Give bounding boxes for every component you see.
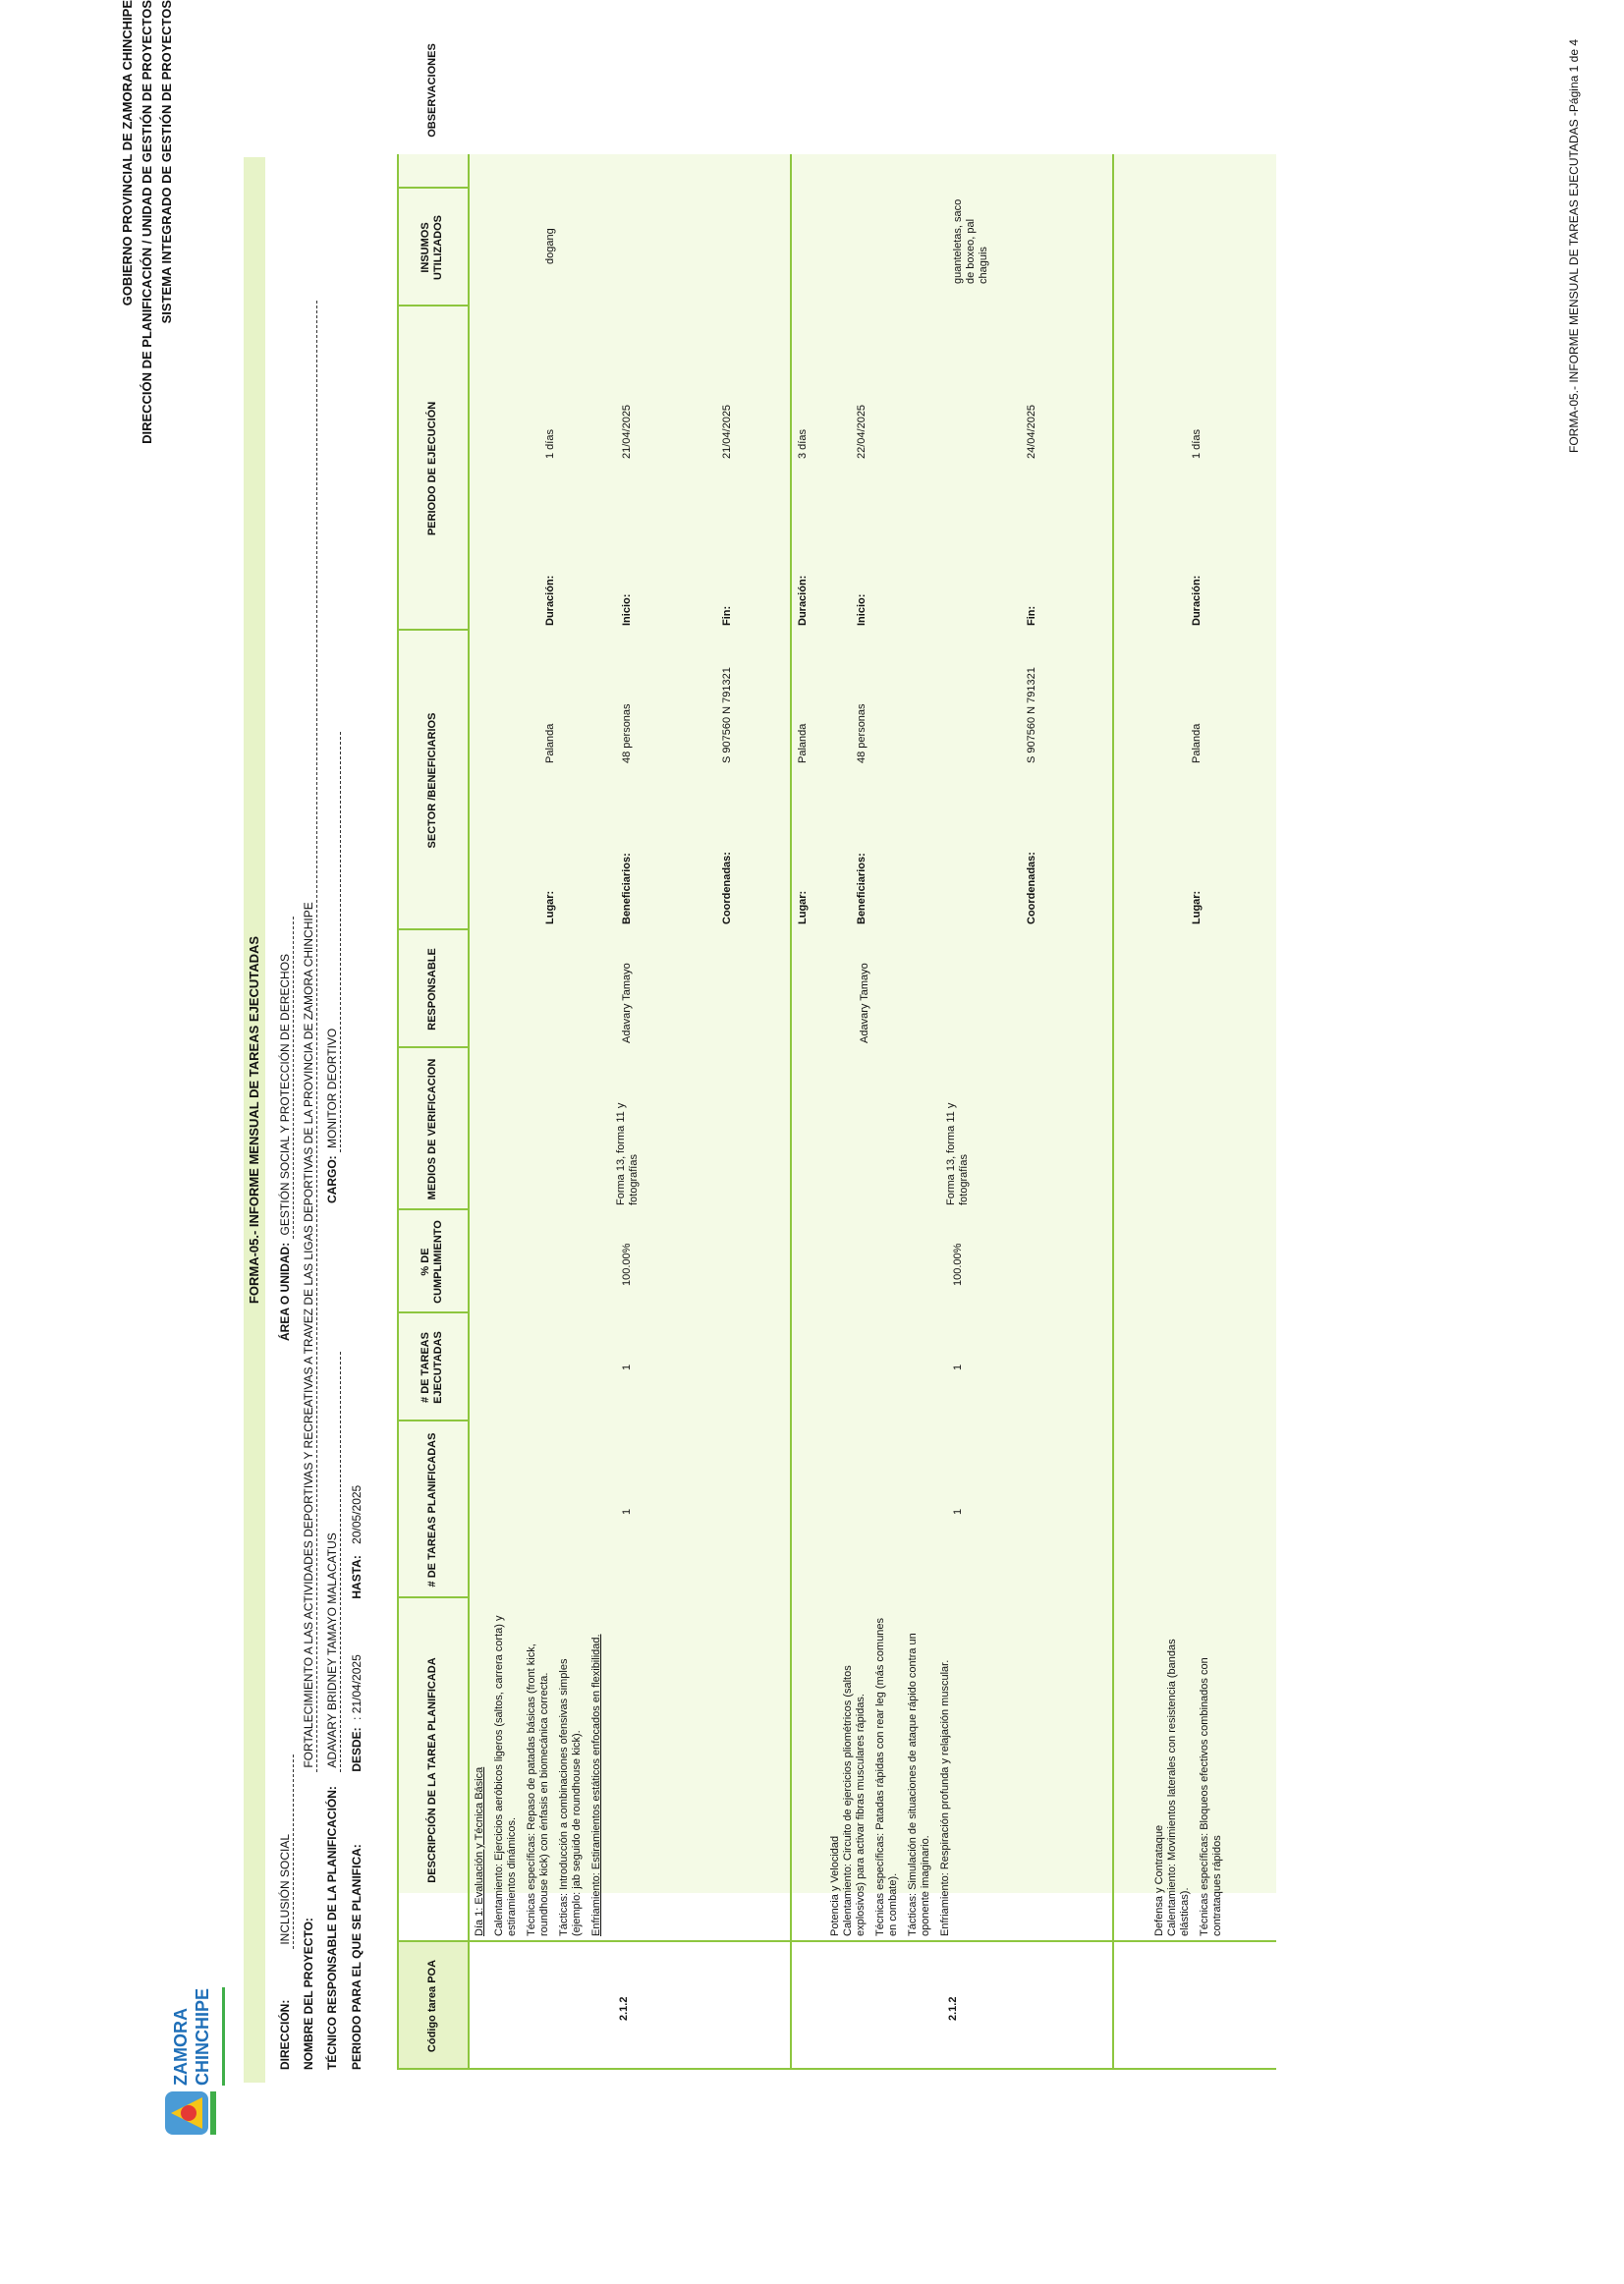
row2-lugar: Palanda xyxy=(797,723,809,763)
cargo-label: CARGO: xyxy=(325,1155,339,1203)
page-footer: FORMA-05.- INFORME MENSUAL DE TAREAS EJECUTADAS -Página 1 de 4 xyxy=(1567,39,1581,453)
cargo-field xyxy=(325,732,341,1203)
title-band xyxy=(244,157,265,2083)
header-line-3-text: SISTEMA INTEGRADO DE GESTIÓN DE PROYECTOS xyxy=(159,0,174,324)
tecnico-label: TÉCNICO RESPONSABLE DE LA PLANIFICACIÓN: xyxy=(325,1786,339,2070)
grid-line xyxy=(790,154,792,2070)
area-field xyxy=(278,917,294,1341)
logo xyxy=(157,1979,236,2137)
logo-text-2: CHINCHIPE xyxy=(193,1987,212,2086)
row1-executed: 1 xyxy=(621,1364,633,1370)
row2-desc-tactics: Tácticas: Simulación de situaciones de ataque rápido contra un oponente imaginario. xyxy=(907,1633,931,1936)
row1-duracion-label: Duración: xyxy=(544,575,556,626)
row2-desc-technique: Técnicas específicas: Patadas rápidas con rear leg (más comunes en combate). xyxy=(874,1617,899,1936)
row1-beneficiarios: 48 personas xyxy=(621,703,633,763)
row1-coordenadas-label: Coordenadas: xyxy=(721,852,733,924)
periodo-field xyxy=(350,1485,364,2070)
row1-inicio: 21/04/2025 xyxy=(621,404,633,459)
row2-coordenadas: S 907560 N 791321 xyxy=(1026,667,1037,763)
tasks-table xyxy=(397,43,1276,2070)
row1-duracion: 1 días xyxy=(544,429,556,459)
row1-beneficiarios-label: Beneficiarios: xyxy=(621,853,633,924)
row2-beneficiarios: 48 personas xyxy=(856,703,868,763)
row1-lugar: Palanda xyxy=(544,723,556,763)
grid-line xyxy=(397,154,399,2070)
row2-fin: 24/04/2025 xyxy=(1026,404,1037,459)
row1-desc-technique: Técnicas específicas: Repaso de patadas básicas (front kick, roundhouse kick) con énfasis en biomecánica correcta. xyxy=(526,1643,550,1936)
row2-inicio-label: Inicio: xyxy=(856,593,868,626)
direccion-field xyxy=(278,1755,294,2070)
row3-duracion: 1 días xyxy=(1191,429,1203,459)
header-line-1-text: GOBIERNO PROVINCIAL DE ZAMORA CHINCHIPE xyxy=(120,0,135,306)
row1-fin: 21/04/2025 xyxy=(721,404,733,459)
col-header-descripcion: DESCRIPCIÓN DE LA TAREA PLANIFICADA xyxy=(397,1596,468,1942)
row1-inicio-label: Inicio: xyxy=(621,593,633,626)
grid-line xyxy=(468,154,470,2070)
row2-desc-title: Potencia y Velocidad xyxy=(829,1835,841,1936)
row3-desc-technique: Técnicas específicas: Bloqueos efectivos combinados con contrataques rápidos xyxy=(1199,1657,1223,1936)
periodo-label: PERIODO PARA EL QUE SE PLANIFICA: xyxy=(350,1844,364,2070)
row3-lugar-label: Lugar: xyxy=(1191,890,1203,924)
proyecto-value: FORTALECIMIENTO A LAS ACTIVIDADES DEPORTIVAS Y RECREATIVAS A TRAVEZ DE LAS LIGAS DEPORTIVAS DE LA PROVINCIA DE ZAMORA CHINCHIPE xyxy=(302,301,317,1772)
row2-planned: 1 xyxy=(952,1508,964,1515)
row2-inicio: 22/04/2025 xyxy=(856,404,868,459)
col-header-responsable: RESPONSABLE xyxy=(397,928,468,1048)
row3-desc-title: Defensa y Contrataque xyxy=(1153,1824,1165,1936)
tecnico-value: ADAVARY BRIDNEY TAMAYO MALACATUS xyxy=(325,1352,341,1772)
area-value: GESTIÓN SOCIAL Y PROTECCIÓN DE DERECHOS xyxy=(278,917,294,1239)
tecnico-field xyxy=(325,1352,341,2070)
logo-text-1: ZAMORA xyxy=(171,2008,191,2086)
col-header-cumplimiento: % DE CUMPLIMIENTO xyxy=(397,1208,468,1313)
row1-responsable: Adavary Tamayo xyxy=(621,963,633,1043)
hasta-label: HASTA: xyxy=(350,1555,364,1599)
row1-fin-label: Fin: xyxy=(721,605,733,626)
row3-description xyxy=(1153,1612,1231,1936)
row2-verification: Forma 13, forma 11 y fotografías xyxy=(945,1102,970,1205)
row2-desc-cooldown: Enfriamiento: Respiración profunda y relajación muscular. xyxy=(939,1659,951,1936)
grid-line xyxy=(1112,154,1114,2070)
page-title: FORMA-05.- INFORME MENSUAL DE TAREAS EJECUTADAS xyxy=(247,935,261,1305)
direccion-label: DIRECCIÓN: xyxy=(278,1999,292,2070)
grid-line xyxy=(397,1940,1276,1942)
row1-desc-title: Día 1: Evaluación y Técnica Básica xyxy=(474,1766,485,1936)
row2-code: 2.1.2 xyxy=(947,1996,959,2021)
header-line-2-text: DIRECCIÓN DE PLANIFICACIÓN / UNIDAD DE GESTIÓN DE PROYECTOS xyxy=(140,0,154,444)
row1-lugar-label: Lugar: xyxy=(544,890,556,924)
row1-desc-tactics: Tácticas: Introducción a combinaciones ofensivas simples (ejemplo: jab seguido de roundhouse kick). xyxy=(558,1658,583,1936)
proyecto-label: NOMBRE DEL PROYECTO: xyxy=(302,1918,315,2070)
row2-beneficiarios-label: Beneficiarios: xyxy=(856,853,868,924)
row1-verification: Forma 13, forma 11 y fotografías xyxy=(615,1102,640,1205)
row2-desc-warmup: Calentamiento: Circuito de ejercicios pliométricos (saltos explosivos) para activar fibras musculares rápidas. xyxy=(842,1665,867,1936)
row2-executed: 1 xyxy=(952,1364,964,1370)
row1-desc-warmup: Calentamiento: Ejercicios aeróbicos ligeros (saltos, carrera corta) y estiramientos dinámicos. xyxy=(493,1615,518,1936)
col-header-observaciones: OBSERVACIONES xyxy=(425,43,438,138)
area-label: ÁREA O UNIDAD: xyxy=(278,1242,292,1341)
col-header-periodo: PERIODO DE EJECUCIÓN xyxy=(397,305,468,631)
direccion-value: INCLUSIÓN SOCIAL xyxy=(278,1755,294,1949)
row2-duracion: 3 días xyxy=(797,429,809,459)
row1-planned: 1 xyxy=(621,1508,633,1515)
row2-description xyxy=(829,1612,959,1936)
desde-label: DESDE: xyxy=(350,1727,364,1772)
row3-lugar: Palanda xyxy=(1191,723,1203,763)
row2-insumos: guanteletas, saco de boxeo, pal chaguis xyxy=(952,198,989,284)
proyecto-field xyxy=(302,301,317,2070)
col-header-sector: SECTOR /BENEFICIARIOS xyxy=(397,629,468,930)
hasta-value: 20/05/2025 xyxy=(350,1484,364,1544)
row1-code: 2.1.2 xyxy=(618,1996,630,2021)
row2-responsable: Adavary Tamayo xyxy=(859,963,870,1043)
row2-lugar-label: Lugar: xyxy=(797,890,809,924)
row2-percent: 100.00% xyxy=(952,1243,964,1286)
desde-value: : 21/04/2025 xyxy=(350,1654,364,1720)
col-header-planificadas: # DE TAREAS PLANIFICADAS xyxy=(397,1420,468,1598)
row3-desc-warmup: Calentamiento: Movimientos laterales con resistencia (bandas elásticas). xyxy=(1166,1639,1191,1936)
row1-coordenadas: S 907560 N 791321 xyxy=(721,667,733,763)
col-header-verificacion: MEDIOS DE VERIFICACION xyxy=(397,1046,468,1210)
row2-coordenadas-label: Coordenadas: xyxy=(1026,852,1037,924)
col-header-codigo: Código tarea POA xyxy=(397,1940,468,2070)
row1-percent: 100.00% xyxy=(621,1243,633,1286)
row1-insumos: dogang xyxy=(544,228,556,264)
row2-fin-label: Fin: xyxy=(1026,605,1037,626)
row1-desc-cooldown: Enfriamiento: Estiramientos estáticos enfocados en flexibilidad. xyxy=(590,1634,602,1936)
col-header-ejecutadas: # DE TAREAS EJECUTADAS xyxy=(397,1311,468,1421)
row2-duracion-label: Duración: xyxy=(797,575,809,626)
col-header-insumos: INSUMOS UTILIZADOS xyxy=(397,187,468,306)
row1-description xyxy=(474,1612,610,1936)
cargo-value: MONITOR DEORTIVO xyxy=(325,732,341,1152)
row3-duracion-label: Duración: xyxy=(1191,575,1203,626)
grid-line xyxy=(397,2068,1276,2070)
